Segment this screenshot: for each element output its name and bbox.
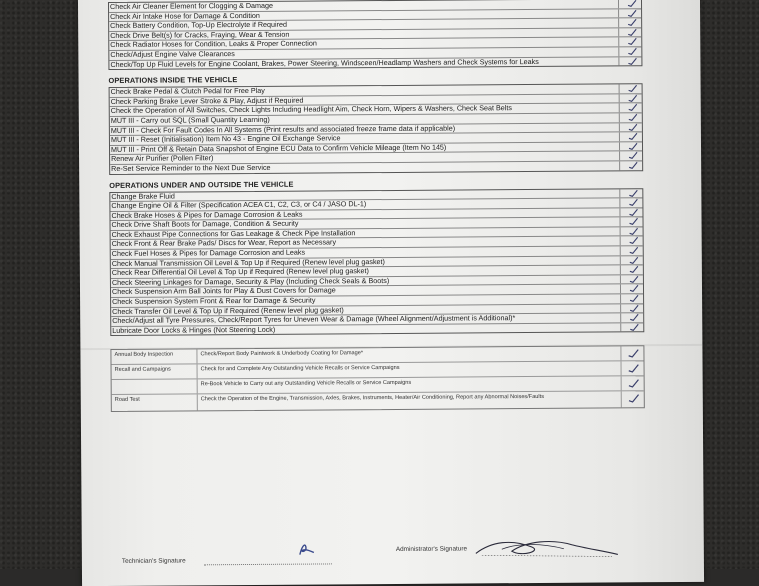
check-mark-icon — [628, 161, 638, 169]
check-column — [618, 38, 641, 47]
checklist-item-text: Check Drive Belt(s) for Cracks, Fraying, Wear & Tension — [110, 29, 290, 40]
check-column — [619, 84, 642, 93]
additional-check-category: Road Test — [112, 394, 198, 411]
checklist-item-text: Check Front & Rear Brake Pads/ Discs for Wear, Report as Necessary — [111, 237, 337, 249]
administrator-signature-mark — [472, 532, 622, 561]
check-mark-icon — [628, 152, 638, 160]
additional-check-row — [112, 391, 644, 411]
check-mark-icon — [628, 393, 640, 403]
check-column — [620, 294, 643, 303]
checklist-item-text: Check Brake Pedal & Clutch Pedal for Free Play — [110, 86, 265, 97]
check-column — [620, 227, 643, 236]
checklist-item-text: Change Engine Oil & Filter (Specification ACEA C1, C2, C3, or C4 / JASO DL-1) — [111, 199, 367, 211]
checklist-item-text: Change Brake Fluid — [111, 191, 175, 201]
check-column — [620, 256, 643, 265]
check-mark-icon — [627, 38, 637, 46]
check-mark-icon — [628, 198, 638, 206]
checklist-item-text: Check Fuel Hoses & Pipes for Damage Corrosion and Leaks — [111, 247, 306, 259]
check-mark-icon — [629, 313, 639, 321]
check-column — [619, 142, 642, 151]
check-mark-icon — [629, 246, 639, 254]
check-column — [619, 189, 642, 198]
check-mark-icon — [628, 363, 640, 373]
checklist-item-text: Check/Adjust Engine Valve Clearances — [110, 49, 235, 59]
checklist-item-text: Check Radiator Hoses for Condition, Leaks & Proper Connection — [110, 38, 317, 50]
check-column — [619, 161, 642, 170]
check-mark-icon — [628, 208, 638, 216]
check-mark-icon — [628, 123, 638, 131]
check-mark-icon — [629, 266, 639, 274]
technician-signature-line — [204, 563, 332, 565]
technician-signature-label: Technician's Signature — [121, 557, 186, 565]
check-column — [619, 123, 642, 132]
check-column — [621, 391, 644, 407]
check-column — [620, 313, 643, 322]
section-title-inside: OPERATIONS INSIDE THE VEHICLE — [108, 75, 238, 86]
checklist-item-text: MUT III - Carry out SQL (Small Quantity Learning) — [110, 114, 270, 125]
check-column — [620, 218, 643, 227]
checklist-item-text: Check Exhaust Pipe Connections for Gas Leakage & Check Pipe Installation — [111, 228, 356, 239]
check-mark-icon — [628, 104, 638, 112]
check-column — [619, 132, 642, 141]
check-column — [619, 208, 642, 217]
checklist-item-text: Check Transfer Oil Level & Top Up if Required (Renew level plug gasket) — [112, 304, 344, 316]
check-mark-icon — [628, 189, 638, 197]
check-column — [618, 18, 641, 27]
under-outside-vehicle-table — [109, 188, 644, 337]
check-column — [618, 0, 641, 8]
check-mark-icon — [628, 378, 640, 388]
checklist-item-text: Re-Set Service Reminder to the Next Due Service — [111, 162, 271, 173]
checklist-item-text: Check/Adjust all Tyre Pressures, Check/Report Tyres for Uneven Wear & Damage (Wheel Alignment/Adjustment is Additional)* — [112, 313, 516, 326]
additional-checks-table — [110, 345, 644, 412]
check-column — [619, 152, 642, 161]
checklist-item-text: Check Air Intake Hose for Damage & Condition — [110, 10, 260, 21]
checklist-item-text: Check Drive Shaft Boots for Damage, Condition & Security — [111, 218, 299, 230]
administrator-signature-label: Administrator's Signature — [395, 545, 468, 553]
checklist-item-text: Check Suspension System Front & Rear for Damage & Security — [112, 295, 316, 306]
checklist-item-text: MUT III - Check For Fault Codes In All Systems (Print results and associated freeze frame data if applicable) — [110, 123, 456, 135]
check-mark-icon — [627, 9, 637, 17]
checklist-item-text: Check Rear Differential Oil Level & Top Up if Required (Renew level plug gasket) — [111, 266, 369, 278]
checklist-content — [108, 0, 642, 565]
check-mark-icon — [629, 294, 639, 302]
check-column — [620, 304, 643, 313]
check-mark-icon — [627, 57, 637, 65]
check-column — [621, 376, 644, 390]
additional-check-category: Recall and Campaigns — [112, 364, 198, 379]
checklist-item-text: Check the Operation of All Switches, Check Lights Including Headlight Aim, Check Horn, Wipers & Washers, Check Seat Belts — [110, 103, 512, 116]
checklist-item-text: Renew Air Purifier (Pollen Filter) — [111, 153, 214, 164]
check-mark-icon — [629, 256, 639, 264]
additional-check-description: Check for and Complete Any Outstanding Vehicle Recalls or Service Campaigns — [200, 364, 400, 373]
check-column — [619, 104, 642, 113]
section-inside-vehicle — [109, 83, 642, 174]
checklist-item-text: Check Steering Linkages for Damage, Security & Play (Including Check Seals & Boots) — [111, 275, 390, 287]
check-mark-icon — [628, 84, 638, 92]
checklist-item-text: MUT III - Reset (Initialisation) Item No 43 - Engine Oil Exchange Service — [110, 133, 341, 145]
section-under-outside-vehicle — [109, 188, 642, 337]
additional-check-category — [112, 379, 198, 394]
section-title-under-outside: OPERATIONS UNDER AND OUTSIDE THE VEHICLE — [109, 179, 294, 190]
check-mark-icon — [629, 285, 639, 293]
check-mark-icon — [627, 47, 637, 55]
check-mark-icon — [629, 237, 639, 245]
check-mark-icon — [628, 132, 638, 140]
check-column — [620, 265, 643, 274]
check-column — [618, 57, 641, 66]
check-mark-icon — [627, 18, 637, 26]
check-mark-icon — [628, 94, 638, 102]
checklist-item-text: Check Suspension Arm Ball Joints for Play & Dust Covers for Damage — [111, 285, 336, 297]
additional-check-description: Check the Operation of the Engine, Transmission, Axles, Brakes, Instruments, Heater/Air Conditioning, Report any Abnormal Noises/Faults — [200, 393, 545, 403]
checklist-item-text: Check Parking Brake Lever Stroke & Play, Adjust if Required — [110, 95, 304, 106]
check-column — [620, 275, 643, 284]
additional-check-description: Re-Book Vehicle to Carry out any Outstanding Vehicle Recalls or Service Campaigns — [200, 379, 412, 388]
check-column — [619, 198, 642, 207]
technician-signature-mark — [296, 541, 320, 559]
check-column — [621, 361, 644, 375]
check-column — [620, 246, 643, 255]
check-mark-icon — [628, 142, 638, 150]
check-mark-icon — [629, 275, 639, 283]
check-mark-icon — [627, 28, 637, 36]
check-mark-icon — [627, 0, 637, 7]
check-column — [620, 323, 643, 332]
inside-vehicle-table — [109, 83, 644, 174]
check-column — [620, 346, 643, 360]
check-column — [618, 28, 641, 37]
check-mark-icon — [628, 113, 638, 121]
check-column — [618, 47, 641, 56]
engine-checks-table — [108, 0, 642, 70]
checklist-item-text: Check Brake Hoses & Pipes for Damage Corrosion & Leaks — [111, 209, 303, 220]
check-column — [618, 9, 641, 18]
additional-check-category: Annual Body Inspection — [111, 349, 197, 364]
section-engine-checks — [108, 0, 640, 70]
checklist-item-text: Lubricate Door Locks & Hinges (Not Steering Lock) — [112, 324, 276, 335]
check-mark-icon — [627, 348, 639, 358]
service-checklist-sheet — [78, 0, 704, 586]
checklist-item-text: Check Manual Transmission Oil Level & Top Up if Required (Renew level plug gasket) — [111, 256, 385, 268]
check-column — [619, 113, 642, 122]
check-column — [620, 285, 643, 294]
checklist-item-text: Check Battery Condition, Top-Up Electrolyte if Required — [110, 19, 288, 31]
additional-check-description: Check/Report Body Paintwork & Underbody Coating for Damage* — [200, 350, 364, 358]
check-mark-icon — [629, 323, 639, 331]
check-column — [620, 237, 643, 246]
check-mark-icon — [629, 218, 639, 226]
check-mark-icon — [629, 227, 639, 235]
checklist-item-text: Check Air Cleaner Element for Clogging & Damage — [109, 0, 274, 11]
checklist-item-text: MUT III - Print Off & Retain Data Snapshot of Engine ECU Data to Confirm Vehicle Mileage (Item No 145) — [110, 142, 447, 154]
checklist-item-text: Check/Top Up Fluid Levels for Engine Coolant, Brakes, Power Steering, Windsceen/Headlamp Washers and Check Systems for Leaks — [110, 56, 539, 69]
check-mark-icon — [629, 304, 639, 312]
check-column — [619, 94, 642, 103]
